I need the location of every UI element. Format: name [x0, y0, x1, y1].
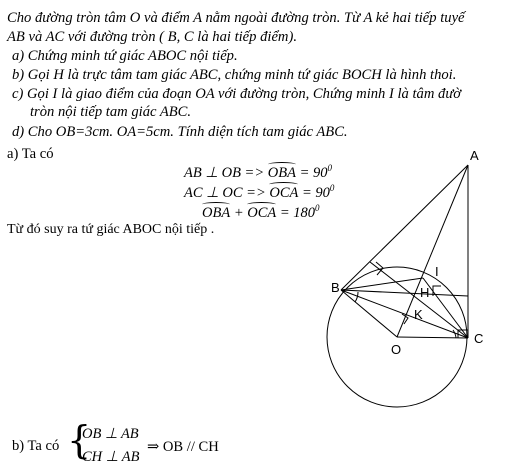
equation-3: OBA + OCA = $180^0$: [202, 203, 320, 221]
label-a: A: [470, 148, 479, 163]
equation-1: AB ⊥ OB => OBA = $90^0$: [184, 163, 332, 181]
segment-bi: [341, 278, 423, 290]
angle-arc-c: [453, 330, 456, 338]
label-o: O: [391, 342, 402, 357]
segment-bo: [341, 290, 397, 337]
problem-part-c-line-1: c) Gọi I là giao điểm của đoạn OA với đường tròn, Chứng minh I là tâm đườ: [12, 86, 462, 102]
solution-b-label: b) Ta có: [12, 438, 60, 454]
solution-a-conclusion: Từ đó suy ra tứ giác ABOC nội tiếp .: [7, 222, 215, 237]
problem-line-1: Cho đường tròn tâm O và điểm A nằm ngoài đường tròn. Từ A kẻ hai tiếp tuyế: [7, 10, 465, 26]
label-h: H: [420, 285, 430, 300]
tangent-ab: [341, 165, 468, 290]
system-line-2: CH ⊥ AB: [82, 449, 140, 465]
problem-part-d: d) Cho OB=3cm. OA=5cm. Tính diện tích tam giác ABC.: [12, 124, 348, 140]
label-i: I: [435, 264, 439, 279]
segment-oc: [397, 337, 468, 338]
label-k: K: [414, 307, 423, 322]
problem-part-b: b) Gọi H là trực tâm tam giác ABC, chứng minh tứ giác BOCH là hình thoi.: [12, 67, 457, 83]
angle-arc-b: [355, 292, 358, 302]
system-brace: {: [67, 418, 92, 462]
right-angle-mark-ab: [376, 262, 383, 275]
solution-a-label: a) Ta có: [7, 146, 54, 162]
system-line-1: OB ⊥ AB: [82, 426, 139, 442]
problem-part-c-line-2: tròn nội tiếp tam giác ABC.: [30, 104, 192, 120]
label-c: C: [474, 331, 484, 346]
problem-part-a: a) Chứng minh tứ giác ABOC nội tiếp.: [12, 48, 238, 64]
label-b: B: [331, 280, 340, 295]
segment-ao: [397, 165, 468, 337]
segment-bh: [341, 290, 468, 296]
segment-bc: [341, 290, 468, 338]
equation-2: AC ⊥ OC => OCA = $90^0$: [184, 183, 335, 201]
solution-b-result: ⇒ OB // CH: [147, 439, 219, 455]
problem-line-2: AB và AC với đường tròn ( B, C là hai tiếp điểm).: [7, 29, 297, 45]
